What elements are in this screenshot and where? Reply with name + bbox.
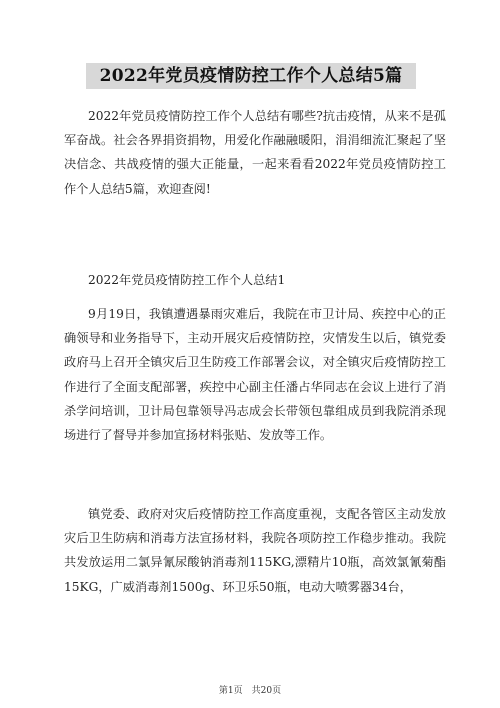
page-number: 第1页 共20页 [218,686,282,696]
page-footer [0,683,500,696]
section-title: 2022年党员疫情防控工作个人总结1 [88,273,286,287]
intro-paragraph: 2022年党员疫情防控工作个人总结有哪些?抗击疫情，从来不是孤军奋战。社会各界捐资捐物，用爱化作融融暖阳，涓涓细流汇聚起了坚决信念、共战疫情的强大正能量，一起来看看2022年党员疫情防控工作个人总结5篇，欢迎查阅! [64,109,446,196]
body-paragraph: 镇党委、政府对灾后疫情防控工作高度重视，支配各管区主动发放灾后卫生防病和消毒方法宣扬材料，我院各项防控工作稳步推动。我院共发放运用二氯异氰尿酸钠消毒剂115KG,漂精片10瓶，高效氯氰菊酯15KG，广威消毒剂1500g、环卫乐50瓶，电动大喷雾器34台， [64,507,446,594]
document-title: 2022年党员疫情防控工作个人总结5篇 [99,66,403,86]
body-paragraph: 9月19日，我镇遭遇暴雨灾难后，我院在市卫计局、疾控中心的正确领导和业务指导下，主动开展灾后疫情防控，灾情发生以后，镇党委政府马上召开全镇灾后卫生防疫工作部署会议，对全镇灾后疫情防控工作进行了全面支配部署，疾控中心副主任潘占华同志在会议上进行了消杀学问培训，卫计局包靠领导冯志成会长带领包靠组成员到我院消杀现场进行了督导并参加宣扬材料张贴、发放等工作。 [64,307,446,443]
